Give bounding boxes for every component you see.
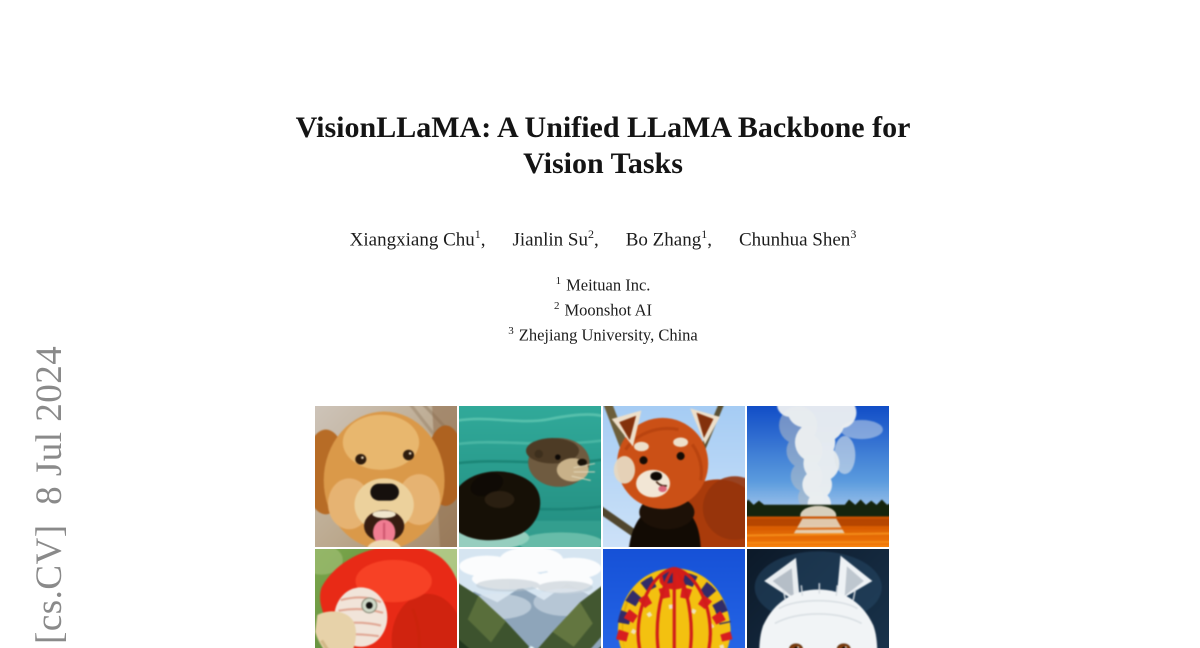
photo-hot-air-balloon <box>603 549 745 648</box>
arxiv-sidebar-watermark: [cs.CV] 8 Jul 2024 <box>29 345 70 644</box>
paper-title-line1: VisionLLaMA: A Unified LLaMA Backbone for <box>295 111 911 144</box>
affiliation-1: $^1$ Meituan Inc. <box>555 275 651 295</box>
affiliation-3: $^3$ Zhejiang University, China <box>508 325 698 345</box>
photo-geyser <box>747 406 889 547</box>
author-1: Xiangxiang Chu$^1$, <box>349 227 486 251</box>
author-3: Bo Zhang$^1$, <box>625 227 712 251</box>
photo-golden-retriever <box>315 406 457 547</box>
author-2: Jianlin Su$^2$, <box>512 227 599 251</box>
photo-red-panda <box>603 406 745 547</box>
affiliation-list <box>0 271 1200 347</box>
paper-title-line2: Vision Tasks <box>523 147 683 180</box>
author-list <box>0 227 1200 251</box>
photo-sea-otter <box>459 406 601 547</box>
photo-valley <box>459 549 601 648</box>
affiliation-2: $^2$ Moonshot AI <box>553 300 653 320</box>
photo-parrot <box>315 549 457 648</box>
teaser-image-grid <box>315 406 889 648</box>
photo-arctic-fox <box>747 549 889 648</box>
author-4: Chunhua Shen$^3$ <box>738 227 857 251</box>
paper-title <box>0 110 1200 182</box>
